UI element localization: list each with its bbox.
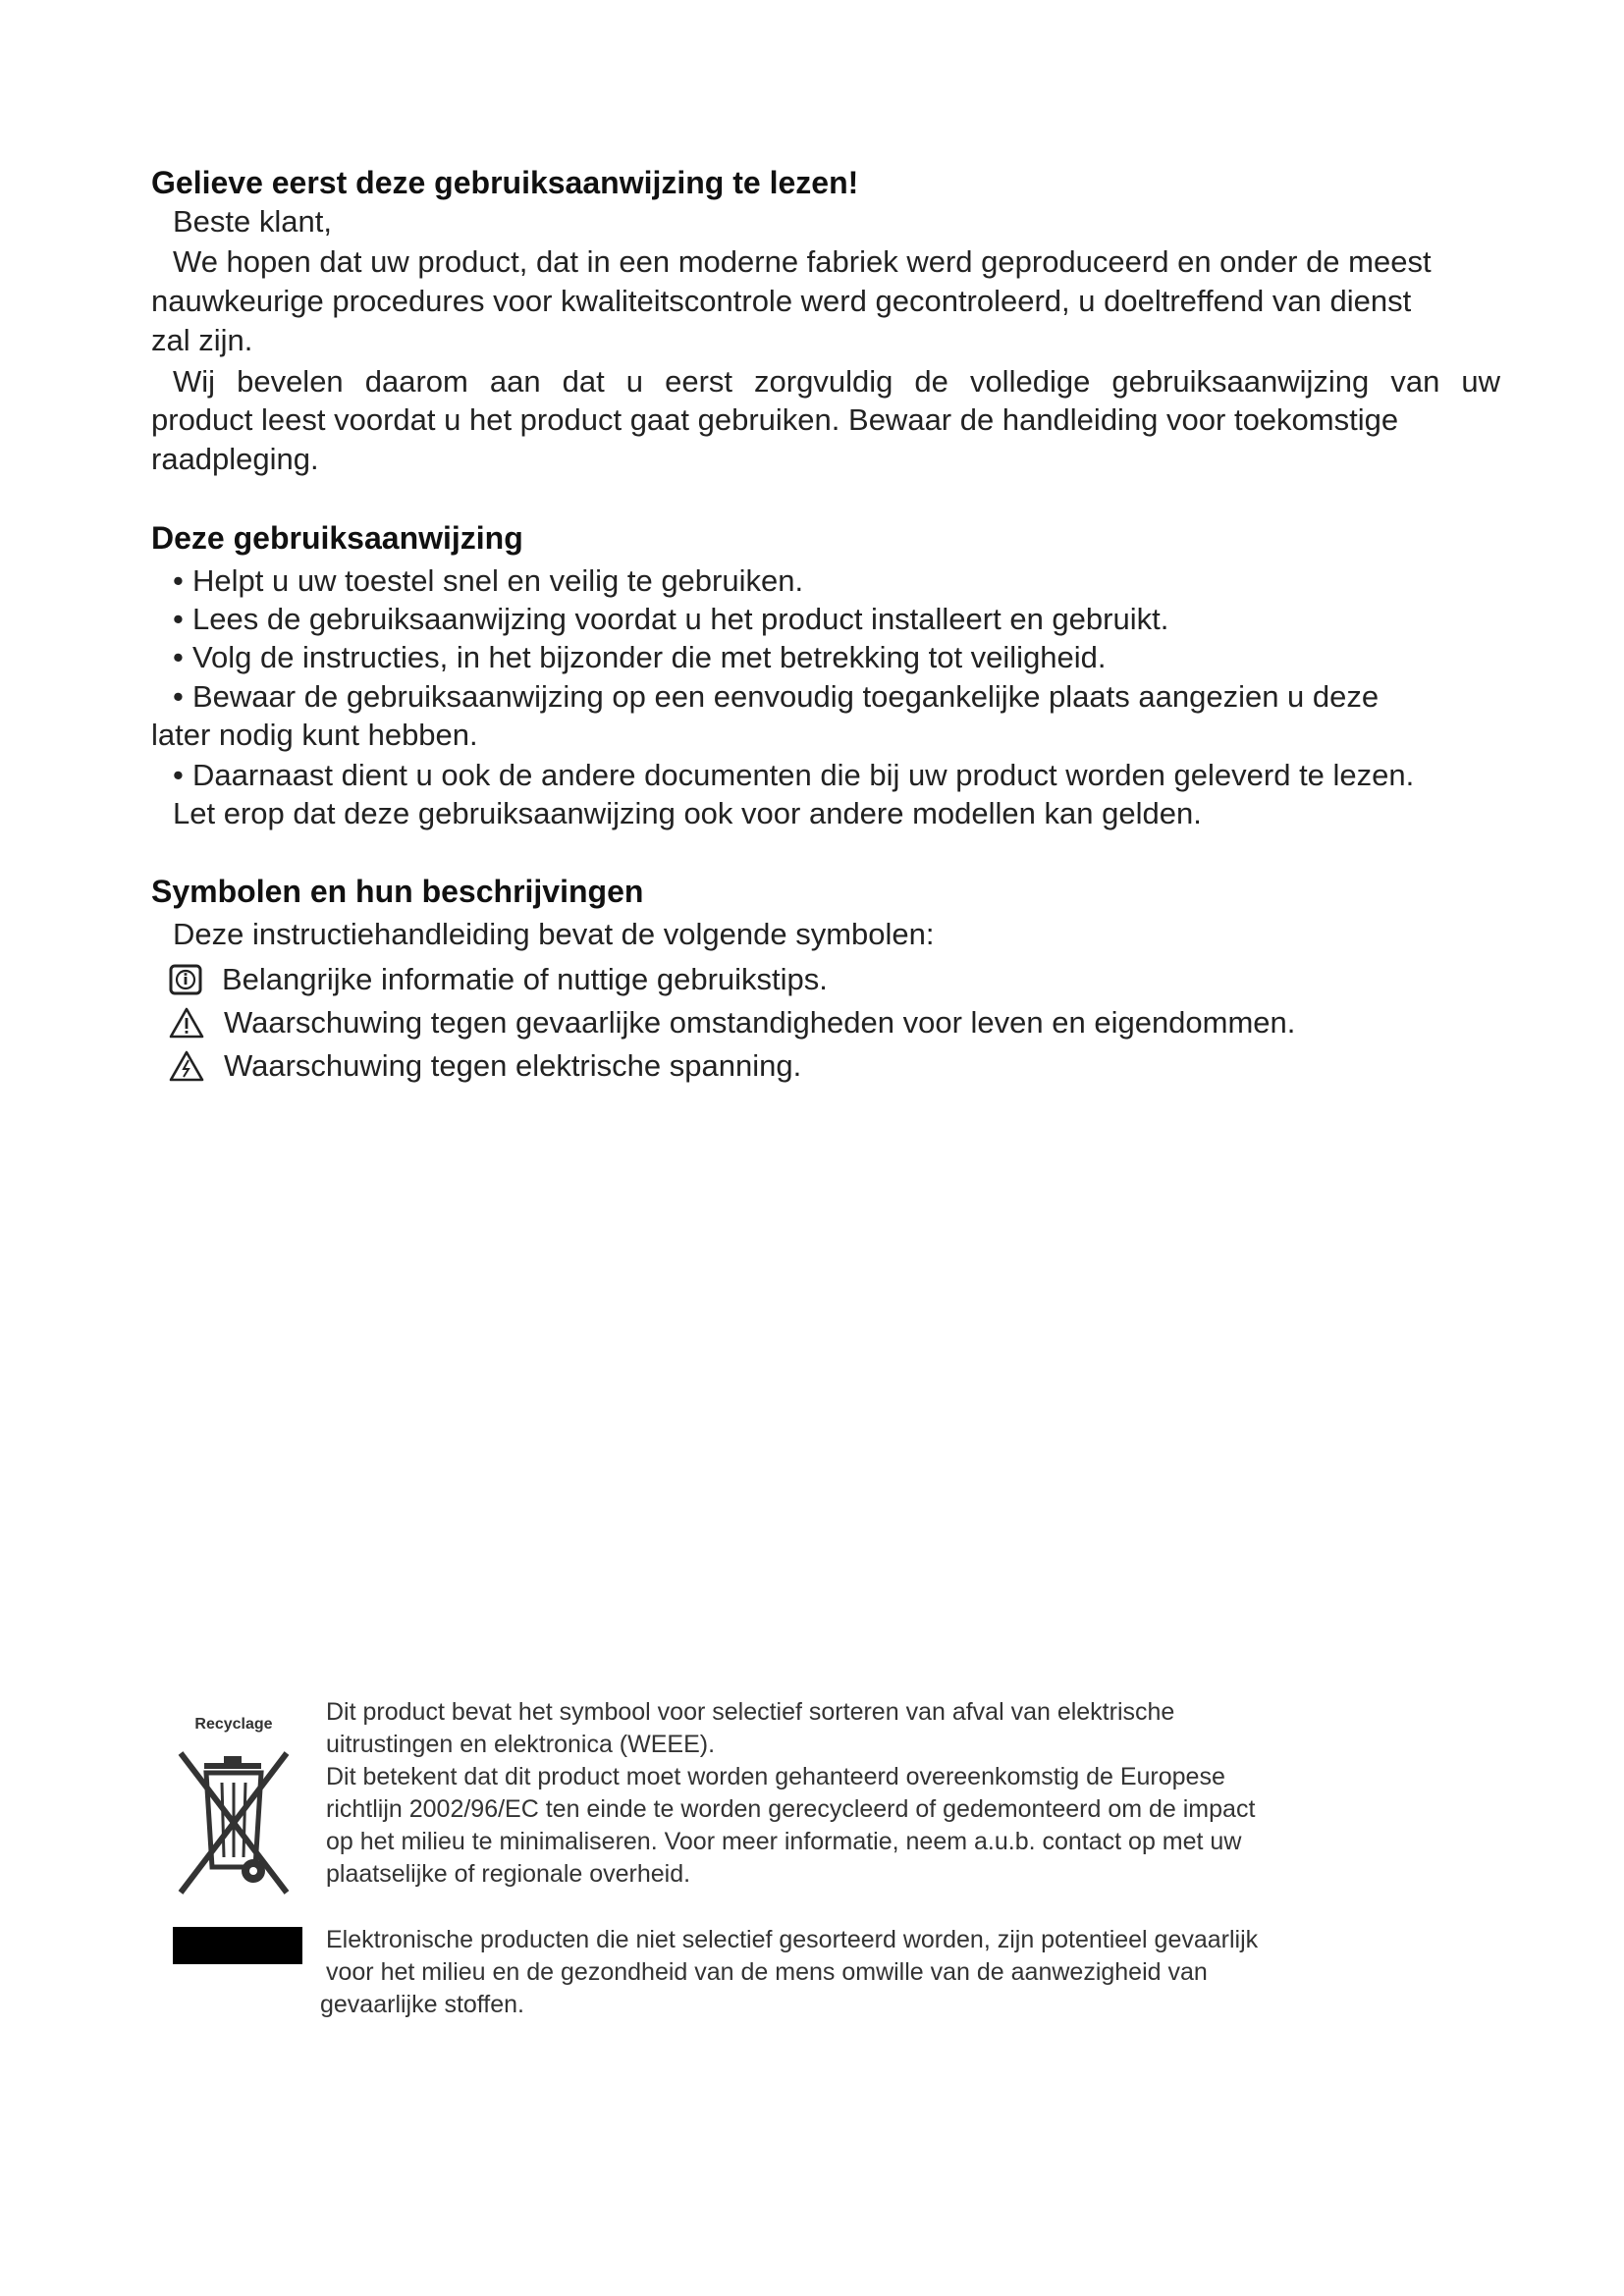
symbol-row-warning xyxy=(169,1001,1295,1044)
greeting: Beste klant, xyxy=(173,204,332,239)
weee-recycle-icon xyxy=(167,1716,300,1898)
weee-paragraph-1-line-2: uitrustingen en elektronica (WEEE). xyxy=(326,1731,716,1758)
symbol-description: Waarschuwing tegen gevaarlijke omstandigheden voor leven en eigendommen. xyxy=(224,1005,1296,1040)
crossed-bin-icon xyxy=(167,1737,300,1900)
intro-paragraph-1-line-2: nauwkeurige procedures voor kwaliteitscontrole werd gecontroleerd, u doeltreffend van dienst xyxy=(151,284,1412,318)
bullet-item xyxy=(173,600,1168,639)
bullet-text: Daarnaast dient u ook de andere documenten die bij uw product worden geleverd te lezen. xyxy=(192,758,1415,792)
weee-paragraph-2-line-2: voor het milieu en de gezondheid van de mens omwille van de aanwezigheid van xyxy=(326,1958,1208,1986)
weee-paragraph-1-line-6: plaatselijke of regionale overheid. xyxy=(326,1860,691,1888)
recyclage-label: Recyclage xyxy=(194,1716,273,1733)
weee-paragraph-1-line-1: Dit product bevat het symbool voor selectief sorteren van afval van elektrische xyxy=(326,1698,1175,1726)
page-title: Gelieve eerst deze gebruiksaanwijzing te lezen! xyxy=(151,165,859,200)
electric-warning-icon xyxy=(169,1050,204,1082)
manual-note: Let erop dat deze gebruiksaanwijzing ook voor andere modellen kan gelden. xyxy=(173,796,1202,830)
bullet-marker: • xyxy=(173,758,184,792)
bullet-text: Bewaar de gebruiksaanwijzing op een eenvoudig toegankelijke plaats aangezien u deze xyxy=(192,679,1380,714)
bullet-marker: • xyxy=(173,679,184,714)
bullet-continuation: later nodig kunt hebben. xyxy=(151,718,478,752)
bullet-text: Lees de gebruiksaanwijzing voordat u het product installeert en gebruikt. xyxy=(192,602,1169,636)
intro-paragraph-2-line-2: product leest voordat u het product gaat gebruiken. Bewaar de handleiding voor toekomstige xyxy=(151,402,1399,437)
bullet-text: Volg de instructies, in het bijzonder die met betrekking tot veiligheid. xyxy=(192,640,1107,674)
section-heading-manual: Deze gebruiksaanwijzing xyxy=(151,520,523,556)
section-heading-symbols: Symbolen en hun beschrijvingen xyxy=(151,874,644,909)
bullet-item xyxy=(173,677,1379,717)
bullet-marker: • xyxy=(173,563,184,598)
symbols-intro: Deze instructiehandleiding bevat de volgende symbolen: xyxy=(173,917,935,951)
weee-paragraph-1-line-4: richtlijn 2002/96/EC ten einde te worden gerecycleerd of gedemonteerd om de impact xyxy=(326,1795,1256,1823)
weee-paragraph-1-line-5: op het milieu te minimaliseren. Voor meer informatie, neem a.u.b. contact op met uw xyxy=(326,1828,1242,1855)
black-bar-marker xyxy=(173,1927,302,1964)
warning-icon xyxy=(169,1007,204,1039)
symbol-row-info xyxy=(169,958,828,1001)
symbol-row-electric-warning xyxy=(169,1044,801,1088)
intro-paragraph-2-line-3: raadpleging. xyxy=(151,442,319,476)
bullet-text: Helpt u uw toestel snel en veilig te gebruiken. xyxy=(192,563,804,598)
symbol-description: Belangrijke informatie of nuttige gebruikstips. xyxy=(222,962,828,996)
bullet-marker: • xyxy=(173,602,184,636)
symbol-description: Waarschuwing tegen elektrische spanning. xyxy=(224,1048,802,1083)
bullet-marker: • xyxy=(173,640,184,674)
weee-paragraph-1-line-3: Dit betekent dat dit product moet worden gehanteerd overeenkomstig de Europese xyxy=(326,1763,1225,1790)
intro-paragraph-1-line-1: We hopen dat uw product, dat in een moderne fabriek werd geproduceerd en onder de meest xyxy=(173,244,1432,279)
info-icon xyxy=(169,964,202,995)
bullet-item xyxy=(173,638,1107,677)
intro-paragraph-1-line-3: zal zijn. xyxy=(151,323,253,357)
intro-paragraph-2-line-1: Wij bevelen daarom aan dat u eerst zorgvuldig de volledige gebruiksaanwijzing van uw xyxy=(173,364,1500,399)
weee-paragraph-2-line-3: gevaarlijke stoffen. xyxy=(320,1991,524,2018)
bullet-item xyxy=(173,561,803,601)
bullet-item xyxy=(173,756,1414,795)
weee-paragraph-2-line-1: Elektronische producten die niet selectief gesorteerd worden, zijn potentieel gevaarlijk xyxy=(326,1926,1259,1953)
